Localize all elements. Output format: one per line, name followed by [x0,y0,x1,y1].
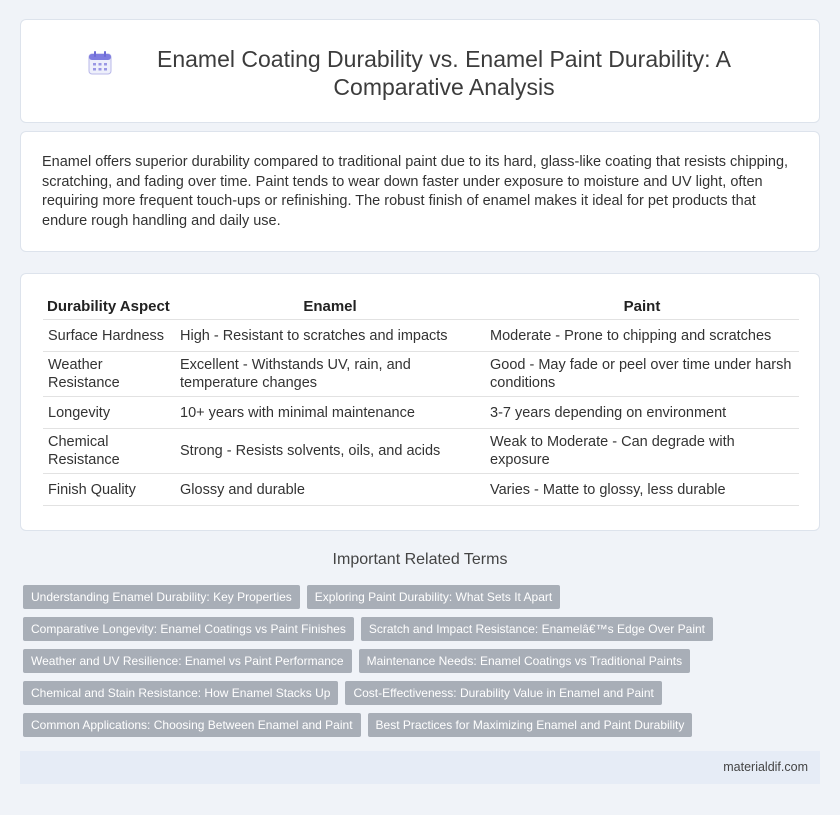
table-cell: Moderate - Prone to chipping and scratches [485,320,799,352]
table-cell: 3-7 years depending on environment [485,397,799,429]
table-cell: Good - May fade or peel over time under harsh conditions [485,352,799,397]
footer [20,751,820,784]
table-cell: Weather Resistance [43,352,175,397]
tag-row [23,713,823,737]
comparison-table [43,292,799,506]
table-cell: Glossy and durable [175,474,485,506]
tag-row [23,649,823,673]
table-cell: Weak to Moderate - Can degrade with exposure [485,429,799,474]
related-term-link[interactable]: Comparative Longevity: Enamel Coatings vs Paint Finishes [23,617,354,641]
header-aspect: Durability Aspect [47,298,170,315]
table-cell: 10+ years with minimal maintenance [175,397,485,429]
page-title: Enamel Coating Durability vs. Enamel Paint Durability: A Comparative Analysis [157,46,731,100]
tag-row [23,585,823,609]
table-row [43,320,799,352]
table-cell: Excellent - Withstands UV, rain, and temperature changes [175,352,485,397]
table-cell: Chemical Resistance [43,429,175,474]
related-term-link[interactable]: Common Applications: Choosing Between Enamel and Paint [23,713,361,737]
header-paint: Paint [623,298,661,315]
related-term-link[interactable]: Chemical and Stain Resistance: How Enamel Stacks Up [23,681,338,705]
table-cell: Strong - Resists solvents, oils, and acids [175,429,485,474]
table-cell: Longevity [43,397,175,429]
tag-row [23,617,823,641]
related-term-link[interactable]: Cost-Effectiveness: Durability Value in Enamel and Paint [345,681,661,705]
related-terms-list [23,585,823,745]
table-row [43,397,799,429]
comparison-table-card [20,273,820,531]
intro-card [20,131,820,252]
table-header-row [43,292,799,320]
related-term-link[interactable]: Maintenance Needs: Enamel Coatings vs Traditional Paints [359,649,691,673]
table-row [43,429,799,474]
related-term-link[interactable]: Scratch and Impact Resistance: Enamelâ€™s Edge Over Paint [361,617,713,641]
table-row [43,474,799,506]
related-term-link[interactable]: Weather and UV Resilience: Enamel vs Paint Performance [23,649,352,673]
table-row [43,352,799,397]
intro-paragraph: Enamel offers superior durability compared to traditional paint due to its hard, glass-like coating that resists chipping, scratching, and fading over time. Paint tends to wear down faster under exposure to moisture and UV light, often requiring more frequent touch-ups or refinishing. The robust finish of enamel makes it ideal for pet products that endure rough handling and daily use. [42,154,789,229]
table-cell: High - Resistant to scratches and impacts [175,320,485,352]
calendar-icon [86,49,114,77]
related-term-link[interactable]: Exploring Paint Durability: What Sets It Apart [307,585,560,609]
footer-site-name: materialdif.com [723,760,808,774]
table-cell: Varies - Matte to glossy, less durable [485,474,799,506]
table-cell: Finish Quality [43,474,175,506]
related-terms-title: Important Related Terms [332,551,508,568]
related-term-link[interactable]: Understanding Enamel Durability: Key Properties [23,585,300,609]
header-enamel: Enamel [303,298,357,315]
tag-row [23,681,823,705]
table-cell: Surface Hardness [43,320,175,352]
title-card [20,19,820,123]
related-term-link[interactable]: Best Practices for Maximizing Enamel and Paint Durability [368,713,693,737]
